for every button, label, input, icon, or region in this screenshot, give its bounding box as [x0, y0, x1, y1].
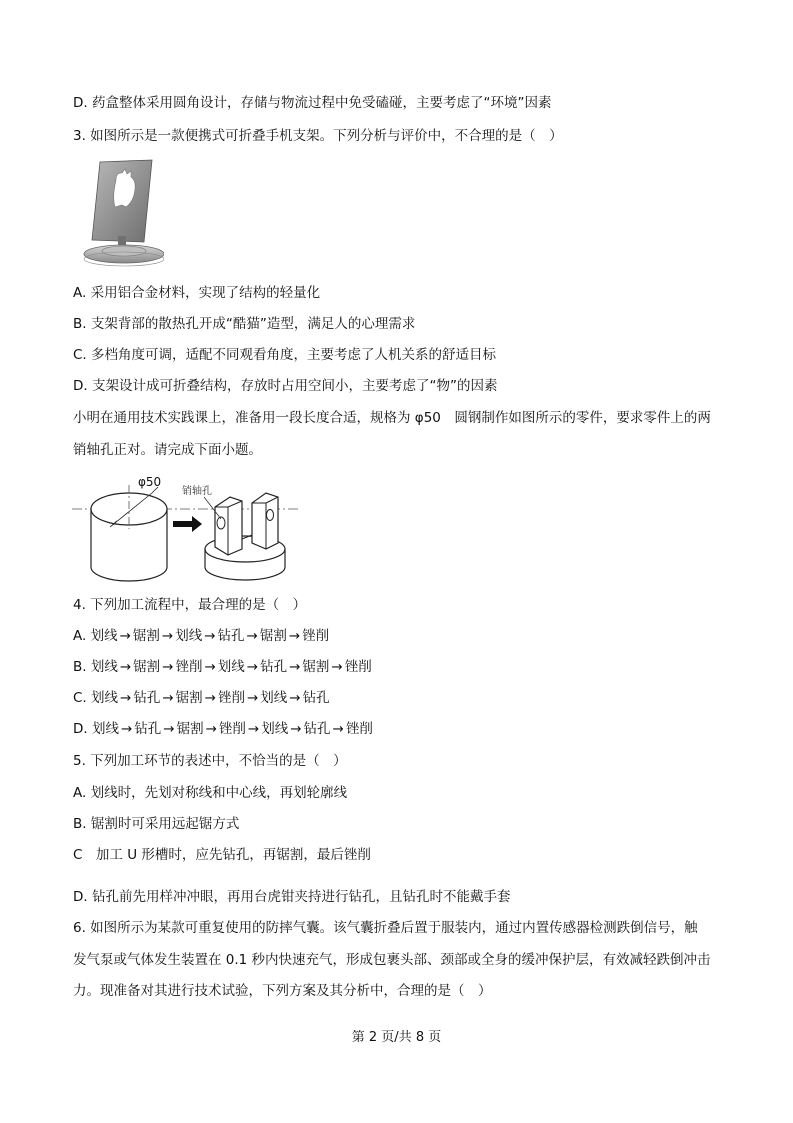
process-step: 划线	[91, 690, 119, 706]
process-step: 锉削	[218, 721, 246, 737]
flow-arrow-icon: →	[204, 628, 216, 644]
process-step: 钻孔	[303, 721, 331, 737]
question-5-option-c: C 加工 U 形槽时，应先钻孔，再锯割，最后锉削	[73, 847, 371, 863]
flow-arrow-icon: →	[161, 628, 174, 644]
process-step: 划线	[261, 721, 289, 737]
question-3-option-b: B. 支架背部的散热孔开成“酷猫”造型，满足人的心理需求	[73, 316, 416, 332]
process-step: 钻孔	[217, 628, 245, 644]
process-step: 钻孔	[260, 659, 288, 675]
process-step: 锉削	[345, 721, 373, 737]
flow-arrow-icon: →	[246, 690, 259, 706]
diameter-label: φ50	[138, 475, 162, 489]
flow-arrow-icon: →	[205, 721, 217, 737]
question-3-option-a: A. 采用铝合金材料，实现了结构的轻量化	[73, 285, 321, 301]
process-step: 划线	[90, 628, 118, 644]
process-step: 锯割	[259, 628, 287, 644]
flow-arrow-icon: →	[119, 659, 132, 675]
flow-arrow-icon: →	[120, 721, 133, 737]
process-step: 划线	[175, 628, 203, 644]
process-step: 划线	[91, 721, 119, 737]
process-step: 锉削	[344, 659, 372, 675]
question-5-option-a: A. 划线时，先划对称线和中心线，再划轮廓线	[73, 785, 348, 801]
process-step: 锯割	[133, 659, 161, 675]
process-step: 锯割	[175, 690, 203, 706]
process-step: 划线	[217, 659, 245, 675]
flow-arrow-icon: →	[246, 659, 259, 675]
process-step: 锉削	[302, 628, 330, 644]
pin-hole-label: 销轴孔	[182, 486, 212, 497]
flow-arrow-icon: →	[247, 721, 260, 737]
question-6-line-2: 发气泵或气体发生装置在 0.1 秒内快速充气，形成包裹头部、颈部或全身的缓冲保护层，有效减轻跌倒冲击	[73, 952, 711, 968]
flow-arrow-icon: →	[289, 659, 301, 675]
flow-arrow-icon: →	[246, 628, 258, 644]
process-step: 钻孔	[134, 721, 162, 737]
q4-option-a	[73, 627, 329, 645]
option-label: B.	[73, 659, 91, 675]
question-4: 4. 下列加工流程中，最合理的是（ ）	[73, 597, 307, 613]
process-step: 钻孔	[302, 690, 330, 706]
flow-arrow-icon: →	[204, 690, 216, 706]
question-5-option-b: B. 锯割时可采用远起锯方式	[73, 816, 240, 832]
process-step: 锉削	[217, 690, 245, 706]
q4-option-b	[73, 658, 372, 676]
flow-arrow-icon: →	[120, 690, 132, 706]
process-step: 锯割	[132, 628, 160, 644]
flow-arrow-icon: →	[290, 721, 302, 737]
flow-arrow-icon: →	[119, 628, 131, 644]
process-step: 锉削	[175, 659, 203, 675]
transform-arrow	[173, 516, 202, 532]
process-step: 钻孔	[133, 690, 161, 706]
flow-arrow-icon: →	[289, 690, 301, 706]
flow-arrow-icon: →	[162, 690, 174, 706]
q4-option-c	[73, 689, 330, 707]
flow-arrow-icon: →	[162, 659, 174, 675]
process-step: 划线	[90, 659, 118, 675]
question-3: 3. 如图所示是一款便携式可折叠手机支架。下列分析与评价中，不合理的是（ ）	[73, 128, 563, 144]
option-label: C.	[73, 690, 92, 706]
question-6-line-1: 6. 如图所示为某款可重复使用的防摔气囊。该气囊折叠后置于服装内，通过内置传感器检测跌倒信号，触	[73, 920, 698, 936]
question-5: 5. 下列加工环节的表述中，不恰当的是（ ）	[73, 753, 347, 769]
material-intro-line-2: 销轴孔正对。请完成下面小题。	[73, 442, 262, 458]
part-machining-figure	[70, 467, 320, 585]
question-3-option-d: D. 支架设计成可折叠结构，存放时占用空间小，主要考虑了“物”的因素	[73, 378, 498, 394]
flow-arrow-icon: →	[288, 628, 301, 644]
option-label: D.	[73, 721, 92, 737]
q4-option-d	[73, 720, 373, 738]
flow-arrow-icon: →	[332, 721, 344, 737]
flow-arrow-icon: →	[163, 721, 175, 737]
page-footer: 第 2 页/共 8 页	[351, 1030, 442, 1045]
question-3-option-c: C. 多档角度可调，适配不同观看角度，主要考虑了人机关系的舒适目标	[73, 347, 497, 363]
phone-stand-image	[72, 158, 164, 268]
flow-arrow-icon: →	[331, 659, 343, 675]
process-step: 锯割	[176, 721, 204, 737]
material-intro-line-1: 小明在通用技术实践课上，准备用一段长度合适，规格为 φ50 圆钢制作如图所示的零件，要求零件上的两	[73, 410, 711, 426]
question-6-line-3: 力。现准备对其进行技术试验，下列方案及其分析中，合理的是（ ）	[73, 983, 492, 999]
process-step: 锯割	[302, 659, 330, 675]
option-label: A.	[73, 628, 91, 644]
process-step: 划线	[260, 690, 288, 706]
option-d-previous: D. 药盒整体采用圆角设计，存储与物流过程中免受磕碰，主要考虑了“环境”因素	[73, 95, 552, 111]
flow-arrow-icon: →	[204, 659, 216, 675]
question-5-option-d: D. 钻孔前先用样冲冲眼，再用台虎钳夹持进行钻孔，且钻孔时不能戴手套	[73, 889, 511, 905]
